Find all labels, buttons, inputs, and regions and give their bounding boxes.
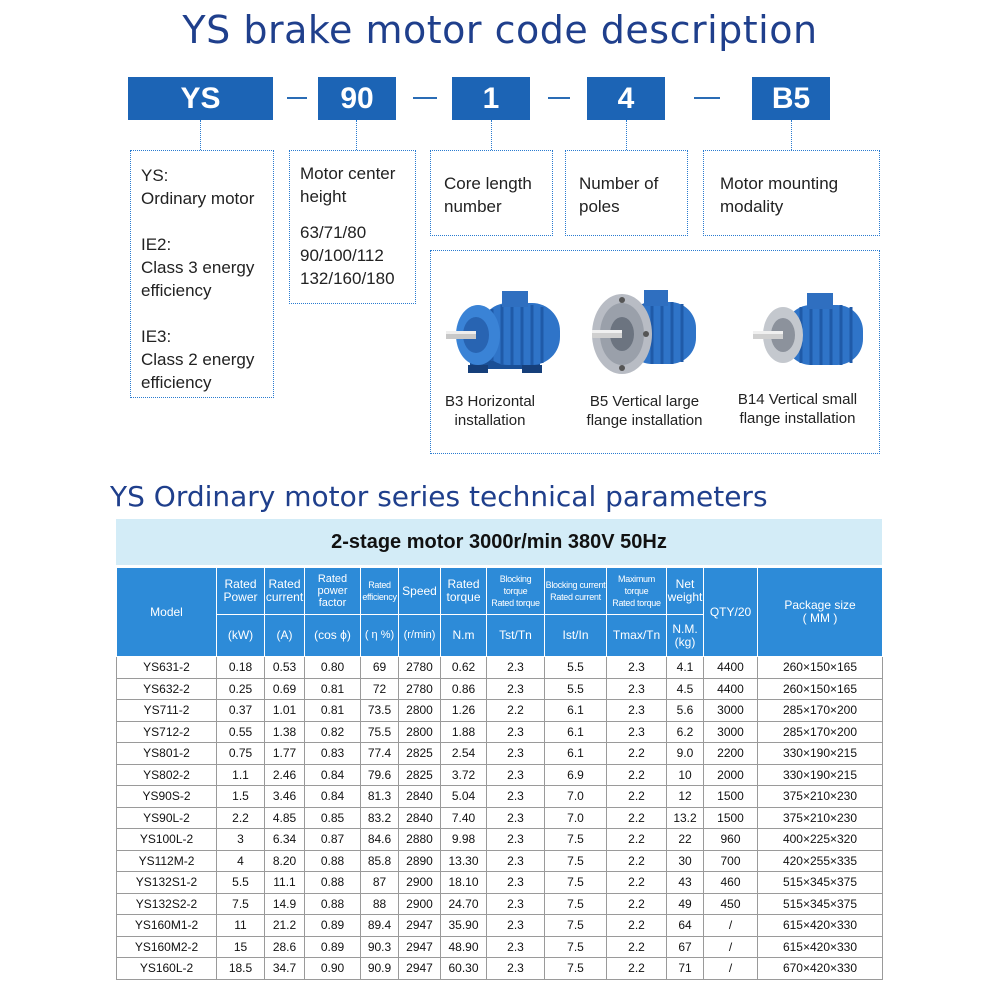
table-cell: 420×255×335 — [758, 850, 883, 872]
table-cell: 2200 — [704, 743, 758, 765]
table-cell: 49 — [667, 893, 704, 915]
table-cell: 87 — [361, 872, 399, 894]
desc-text: YS: — [141, 166, 169, 185]
table-cell: 90.3 — [361, 936, 399, 958]
table-cell: 73.5 — [361, 700, 399, 722]
desc-box-height — [289, 150, 416, 304]
table-cell: 18.5 — [217, 958, 265, 980]
table-cell: 0.25 — [217, 678, 265, 700]
table-cell: 64 — [667, 915, 704, 937]
table-cell: 7.5 — [545, 958, 607, 980]
caption-line: B3 Horizontal — [444, 393, 536, 410]
table-cell: 2825 — [399, 743, 441, 765]
table-cell: 2825 — [399, 764, 441, 786]
table-cell: 2.3 — [607, 657, 667, 679]
table-cell: 7.40 — [441, 807, 487, 829]
table-row — [117, 829, 883, 851]
table-cell: 2947 — [399, 936, 441, 958]
table-cell: 0.89 — [305, 915, 361, 937]
unit-speed: (r/min) — [399, 615, 441, 657]
col-header-torque: Rated torque — [441, 568, 487, 615]
table-cell: 7.0 — [545, 807, 607, 829]
table-cell: 7.5 — [545, 872, 607, 894]
table-cell: 9.98 — [441, 829, 487, 851]
table-cell: 67 — [667, 936, 704, 958]
table-cell: 77.4 — [361, 743, 399, 765]
table-cell: 71 — [667, 958, 704, 980]
table-cell: 0.88 — [305, 893, 361, 915]
code-box-poles: 4 — [587, 77, 665, 120]
desc-box-mounting — [703, 150, 880, 236]
table-cell: 2800 — [399, 721, 441, 743]
code-box-height: 90 — [318, 77, 396, 120]
table-row — [117, 657, 883, 679]
table-cell: 0.90 — [305, 958, 361, 980]
table-cell: 2.3 — [487, 743, 545, 765]
table-cell: 2.3 — [607, 721, 667, 743]
table-row — [117, 850, 883, 872]
table-cell: 6.9 — [545, 764, 607, 786]
table-cell: 2.3 — [487, 936, 545, 958]
table-cell: 7.0 — [545, 786, 607, 808]
table-cell: 5.5 — [545, 657, 607, 679]
table-cell: YS712-2 — [117, 721, 217, 743]
desc-text: Core length — [444, 174, 532, 193]
table-cell: 2.46 — [265, 764, 305, 786]
table-cell: 0.81 — [305, 700, 361, 722]
table-cell: 7.5 — [545, 893, 607, 915]
desc-box-poles — [565, 150, 688, 236]
table-cell: 2880 — [399, 829, 441, 851]
col-header-qty: QTY/20 — [704, 568, 758, 657]
table-cell: 2.54 — [441, 743, 487, 765]
desc-text: Ordinary motor — [141, 189, 255, 208]
table-cell: 83.2 — [361, 807, 399, 829]
desc-text: 63/71/80 — [300, 223, 367, 242]
table-cell: 0.62 — [441, 657, 487, 679]
b14-motor-icon — [745, 285, 870, 385]
table-cell: 2.3 — [487, 958, 545, 980]
table-cell: 18.10 — [441, 872, 487, 894]
table-cell: 1.1 — [217, 764, 265, 786]
table-cell: 375×210×230 — [758, 786, 883, 808]
col-header-package: Package size ( MM ) — [758, 568, 883, 657]
table-cell: 5.5 — [545, 678, 607, 700]
table-banner: 2-stage motor 3000r/min 380V 50Hz — [116, 519, 882, 565]
table-cell: 2.2 — [607, 872, 667, 894]
table-cell: 1.5 — [217, 786, 265, 808]
table-cell: 43 — [667, 872, 704, 894]
table-cell: 1.01 — [265, 700, 305, 722]
desc-text: Motor mounting — [720, 174, 839, 193]
col-header-efficiency: Rated efficiency — [361, 568, 399, 615]
table-cell: 34.7 — [265, 958, 305, 980]
table-cell: 90.9 — [361, 958, 399, 980]
table-cell: 2900 — [399, 872, 441, 894]
table-cell: 2900 — [399, 893, 441, 915]
table-row — [117, 958, 883, 980]
connector-line — [791, 120, 792, 150]
table-cell: 0.80 — [305, 657, 361, 679]
table-cell: 2.3 — [487, 850, 545, 872]
desc-text: Number of — [579, 174, 659, 193]
b5-motor-icon — [586, 280, 706, 390]
code-separator — [413, 97, 437, 99]
parameters-table-container — [116, 519, 882, 980]
table-cell: 2.2 — [607, 850, 667, 872]
table-cell: 2.2 — [607, 743, 667, 765]
unit-factor: (cos ϕ) — [305, 615, 361, 657]
table-cell: 330×190×215 — [758, 764, 883, 786]
table-cell: 89.4 — [361, 915, 399, 937]
table-cell: 8.20 — [265, 850, 305, 872]
table-row — [117, 721, 883, 743]
table-cell: 2.3 — [487, 915, 545, 937]
desc-text: IE2: — [141, 235, 172, 254]
table-cell: 2.2 — [607, 915, 667, 937]
table-cell: 2.2 — [607, 893, 667, 915]
table-cell: 2780 — [399, 678, 441, 700]
table-cell: YS711-2 — [117, 700, 217, 722]
table-cell: 2.2 — [607, 958, 667, 980]
table-cell: 21.2 — [265, 915, 305, 937]
table-cell: 1.38 — [265, 721, 305, 743]
unit-block-current: Ist/In — [545, 615, 607, 657]
table-cell: 5.04 — [441, 786, 487, 808]
table-cell: 6.1 — [545, 721, 607, 743]
desc-text: IE3: — [141, 327, 172, 346]
table-cell: 2947 — [399, 958, 441, 980]
table-cell: YS801-2 — [117, 743, 217, 765]
desc-text: modality — [720, 197, 784, 216]
table-cell: 0.81 — [305, 678, 361, 700]
table-cell: 2.3 — [607, 700, 667, 722]
table-cell: 4.1 — [667, 657, 704, 679]
table-cell: YS112M-2 — [117, 850, 217, 872]
table-cell: 260×150×165 — [758, 678, 883, 700]
desc-text: efficiency — [141, 281, 212, 300]
table-cell: YS132S1-2 — [117, 872, 217, 894]
table-cell: 7.5 — [545, 915, 607, 937]
code-separator — [287, 97, 307, 99]
table-cell: 1500 — [704, 786, 758, 808]
table-cell: 2.3 — [487, 893, 545, 915]
table-cell: 0.37 — [217, 700, 265, 722]
table-cell: 0.89 — [305, 936, 361, 958]
table-cell: 615×420×330 — [758, 915, 883, 937]
table-row — [117, 700, 883, 722]
table-cell: 285×170×200 — [758, 721, 883, 743]
table-cell: 4 — [217, 850, 265, 872]
code-box-core: 1 — [452, 77, 530, 120]
parameters-table — [116, 567, 883, 980]
table-row — [117, 743, 883, 765]
table-cell: YS160L-2 — [117, 958, 217, 980]
table-cell: 13.30 — [441, 850, 487, 872]
desc-text: number — [444, 197, 502, 216]
col-header-block-torque: Blocking torque Rated torque — [487, 568, 545, 615]
table-cell: 13.2 — [667, 807, 704, 829]
table-cell: 35.90 — [441, 915, 487, 937]
unit-block-torque: Tst/Tn — [487, 615, 545, 657]
connector-line — [491, 120, 492, 150]
table-cell: 60.30 — [441, 958, 487, 980]
table-cell: YS632-2 — [117, 678, 217, 700]
table-cell: 4400 — [704, 678, 758, 700]
table-cell: 0.86 — [441, 678, 487, 700]
table-cell: 2.2 — [607, 829, 667, 851]
desc-box-type — [130, 150, 274, 398]
table-cell: 0.69 — [265, 678, 305, 700]
col-header-current: Rated current — [265, 568, 305, 615]
col-header-model: Model — [117, 568, 217, 657]
table-cell: 28.6 — [265, 936, 305, 958]
table-cell: YS160M1-2 — [117, 915, 217, 937]
b14-caption — [725, 390, 870, 428]
table-row — [117, 936, 883, 958]
table-cell: 72 — [361, 678, 399, 700]
table-cell: 69 — [361, 657, 399, 679]
table-cell: 960 — [704, 829, 758, 851]
table-cell: 30 — [667, 850, 704, 872]
caption-line: installation — [454, 412, 526, 429]
table-cell: 1500 — [704, 807, 758, 829]
table-cell: 2.3 — [487, 872, 545, 894]
table-cell: 15 — [217, 936, 265, 958]
desc-text: efficiency — [141, 373, 212, 392]
table-cell: YS802-2 — [117, 764, 217, 786]
table-cell: 2.3 — [487, 786, 545, 808]
table-cell: 0.75 — [217, 743, 265, 765]
table-cell: YS631-2 — [117, 657, 217, 679]
table-cell: 2.2 — [607, 807, 667, 829]
table-cell: 7.5 — [545, 850, 607, 872]
table-cell: / — [704, 915, 758, 937]
table-cell: 450 — [704, 893, 758, 915]
table-cell: 6.34 — [265, 829, 305, 851]
table-cell: 2780 — [399, 657, 441, 679]
table-cell: YS160M2-2 — [117, 936, 217, 958]
table-cell: 1.77 — [265, 743, 305, 765]
table-cell: 260×150×165 — [758, 657, 883, 679]
table-cell: 6.1 — [545, 743, 607, 765]
page-title: YS brake motor code description — [182, 8, 818, 52]
table-cell: YS90S-2 — [117, 786, 217, 808]
table-cell: 0.84 — [305, 786, 361, 808]
table-cell: 3.46 — [265, 786, 305, 808]
table-cell: 2840 — [399, 807, 441, 829]
table-row — [117, 807, 883, 829]
table-cell: 460 — [704, 872, 758, 894]
table-cell: 4.5 — [667, 678, 704, 700]
table-cell: 11.1 — [265, 872, 305, 894]
col-header-factor: Rated power factor — [305, 568, 361, 615]
code-separator — [548, 97, 570, 99]
table-cell: 48.90 — [441, 936, 487, 958]
table-cell: 0.83 — [305, 743, 361, 765]
b5-caption — [572, 392, 717, 430]
unit-torque: N.m — [441, 615, 487, 657]
col-header-power: Rated Power — [217, 568, 265, 615]
table-cell: / — [704, 936, 758, 958]
table-cell: 2.2 — [607, 936, 667, 958]
table-cell: 2947 — [399, 915, 441, 937]
table-cell: 7.5 — [545, 829, 607, 851]
table-cell: 400×225×320 — [758, 829, 883, 851]
table-cell: 285×170×200 — [758, 700, 883, 722]
table-cell: 615×420×330 — [758, 936, 883, 958]
table-cell: 0.85 — [305, 807, 361, 829]
desc-text: poles — [579, 197, 620, 216]
table-cell: 515×345×375 — [758, 872, 883, 894]
code-box-ys: YS — [128, 77, 273, 120]
b3-caption — [430, 392, 550, 430]
unit-current: (A) — [265, 615, 305, 657]
table-cell: 515×345×375 — [758, 893, 883, 915]
table-cell: 6.1 — [545, 700, 607, 722]
table-row — [117, 915, 883, 937]
connector-line — [356, 120, 357, 150]
table-cell: 11 — [217, 915, 265, 937]
table-cell: 0.53 — [265, 657, 305, 679]
table-cell: 4400 — [704, 657, 758, 679]
table-cell: YS100L-2 — [117, 829, 217, 851]
table-cell: 7.5 — [545, 936, 607, 958]
col-header-speed: Speed — [399, 568, 441, 615]
table-cell: / — [704, 958, 758, 980]
table-cell: 10 — [667, 764, 704, 786]
table-row — [117, 872, 883, 894]
table-cell: 2.3 — [487, 807, 545, 829]
table-cell: 670×420×330 — [758, 958, 883, 980]
table-cell: 3.72 — [441, 764, 487, 786]
table-cell: 12 — [667, 786, 704, 808]
table-cell: 0.18 — [217, 657, 265, 679]
connector-line — [626, 120, 627, 150]
caption-line: flange installation — [586, 412, 703, 429]
unit-power: (kW) — [217, 615, 265, 657]
table-cell: 0.82 — [305, 721, 361, 743]
desc-box-core — [430, 150, 553, 236]
table-cell: 22 — [667, 829, 704, 851]
table-cell: 85.8 — [361, 850, 399, 872]
table-cell: 88 — [361, 893, 399, 915]
desc-text: height — [300, 187, 347, 206]
table-cell: 81.3 — [361, 786, 399, 808]
table-cell: 84.6 — [361, 829, 399, 851]
table-cell: 5.5 — [217, 872, 265, 894]
table-cell: 0.87 — [305, 829, 361, 851]
desc-text: Class 3 energy — [141, 258, 255, 277]
table-cell: 2.3 — [487, 678, 545, 700]
caption-line: B5 Vertical large — [589, 393, 700, 410]
table-cell: YS132S2-2 — [117, 893, 217, 915]
table-cell: 1.26 — [441, 700, 487, 722]
unit-max-torque: Tmax/Tn — [607, 615, 667, 657]
table-cell: 24.70 — [441, 893, 487, 915]
code-box-mounting: B5 — [752, 77, 830, 120]
table-cell: 2000 — [704, 764, 758, 786]
desc-text: Class 2 energy — [141, 350, 255, 369]
table-cell: 3000 — [704, 700, 758, 722]
table-cell: 2.3 — [487, 721, 545, 743]
table-cell: 2.2 — [607, 786, 667, 808]
table-row — [117, 764, 883, 786]
table-cell: 2.2 — [217, 807, 265, 829]
table-cell: 330×190×215 — [758, 743, 883, 765]
table-cell: 2.2 — [487, 700, 545, 722]
table-cell: 2.3 — [487, 764, 545, 786]
table-cell: 6.2 — [667, 721, 704, 743]
table-cell: 4.85 — [265, 807, 305, 829]
unit-weight: N.M. (kg) — [667, 615, 704, 657]
table-cell: 14.9 — [265, 893, 305, 915]
table-cell: 0.88 — [305, 872, 361, 894]
caption-line: B14 Vertical small — [737, 391, 858, 408]
table-cell: 2.3 — [487, 657, 545, 679]
table-cell: 5.6 — [667, 700, 704, 722]
code-separator — [694, 97, 720, 99]
col-header-max-torque: Maximum torque Rated torque — [607, 568, 667, 615]
col-header-block-current: Blocking current Rated current — [545, 568, 607, 615]
table-cell: 7.5 — [217, 893, 265, 915]
caption-line: flange installation — [739, 410, 856, 427]
table-cell: 375×210×230 — [758, 807, 883, 829]
desc-text: 90/100/112 — [300, 246, 384, 265]
table-cell: 1.88 — [441, 721, 487, 743]
table-cell: 2.2 — [607, 764, 667, 786]
table-cell: 75.5 — [361, 721, 399, 743]
table-row — [117, 678, 883, 700]
section-title: YS Ordinary motor series technical parameters — [110, 480, 768, 513]
table-cell: 2800 — [399, 700, 441, 722]
table-cell: 2.3 — [607, 678, 667, 700]
table-row — [117, 893, 883, 915]
table-cell: 3000 — [704, 721, 758, 743]
table-cell: 0.84 — [305, 764, 361, 786]
table-cell: 0.88 — [305, 850, 361, 872]
table-cell: 79.6 — [361, 764, 399, 786]
b3-motor-icon — [440, 285, 570, 385]
table-cell: 2840 — [399, 786, 441, 808]
table-cell: 9.0 — [667, 743, 704, 765]
table-cell: 2.3 — [487, 829, 545, 851]
desc-text: Motor center — [300, 164, 396, 183]
connector-line — [200, 120, 201, 150]
table-cell: 0.55 — [217, 721, 265, 743]
table-cell: 2890 — [399, 850, 441, 872]
unit-efficiency: ( η %) — [361, 615, 399, 657]
desc-text: 132/160/180 — [300, 269, 395, 288]
col-header-weight: Net weight — [667, 568, 704, 615]
table-cell: 700 — [704, 850, 758, 872]
table-cell: 3 — [217, 829, 265, 851]
table-cell: YS90L-2 — [117, 807, 217, 829]
table-row — [117, 786, 883, 808]
